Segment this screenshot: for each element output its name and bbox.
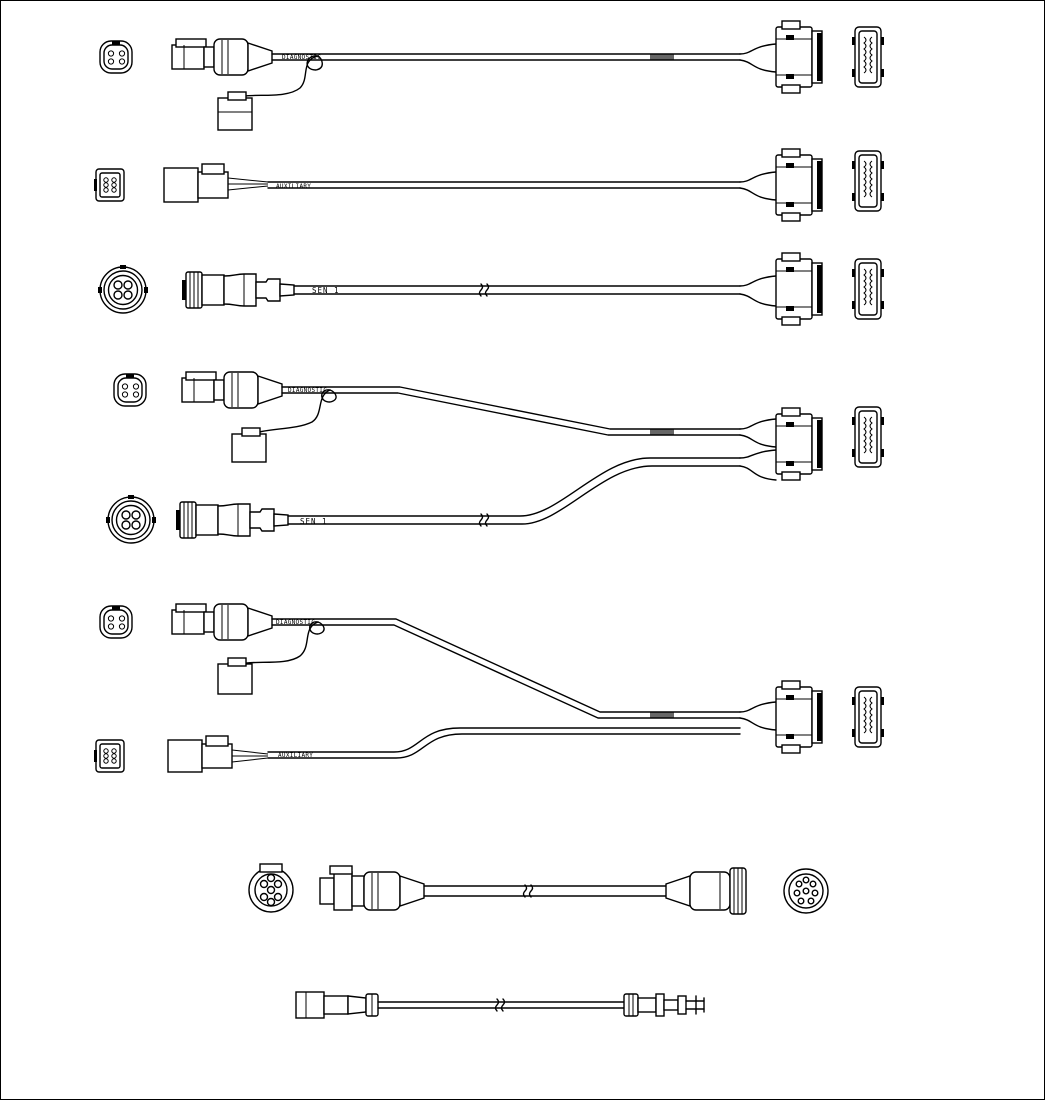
auxiliary-connector-face <box>94 740 124 772</box>
diagnostic-cable-1 <box>100 21 884 130</box>
ecu-connector-side <box>776 21 822 93</box>
extension-connector-plug-left <box>320 866 424 910</box>
sensor-cable-1 <box>98 253 884 325</box>
diagnostic-connector-face <box>100 41 132 73</box>
extension-connector-face-right <box>784 869 828 913</box>
cable-label-diagnostic: DIAGNOSTIC <box>282 54 322 61</box>
dust-cap <box>218 664 252 694</box>
diagnostic-connector-face <box>114 374 146 406</box>
ecu-connector-face <box>852 259 884 319</box>
auxiliary-connector-face <box>94 169 124 201</box>
ecu-connector-side <box>776 681 822 753</box>
ecu-connector-side <box>776 408 822 480</box>
extension-plug-right <box>624 994 638 1016</box>
diagnostic-connector-plug <box>172 604 272 640</box>
auxiliary-cable-1 <box>94 149 884 221</box>
extension-connector-face-left <box>249 864 293 912</box>
ecu-connector-face <box>852 687 884 747</box>
diagnostic-connector-plug <box>172 39 272 75</box>
extension-connector-plug-right <box>666 868 746 914</box>
y-cable-diagnostic-sensor <box>106 372 884 543</box>
sensor-connector-face <box>106 495 156 543</box>
cable-label-auxiliary: AUXILIARY <box>278 752 314 759</box>
ecu-connector-side <box>776 253 822 325</box>
ecu-connector-face <box>852 407 884 467</box>
cable-label-sensor: SEN 1 <box>300 517 328 526</box>
sensor-extension-cable <box>296 992 704 1018</box>
cable-label-diagnostic: DIAGNOSTIC <box>276 619 316 626</box>
diagnostic-connector-face <box>100 606 132 638</box>
dust-cap <box>218 98 252 130</box>
sensor-connector-face <box>98 265 148 313</box>
cable-label-sensor: SEN 1 <box>312 286 340 295</box>
dust-cap <box>232 434 266 462</box>
sensor-connector-plug <box>182 272 294 308</box>
cable-label-auxiliary: AUXILIARY <box>276 183 312 190</box>
cable-label-diagnostic: DIAGNOSTIC <box>288 387 328 394</box>
extension-plug-left <box>296 992 324 1018</box>
ecu-connector-face <box>852 151 884 211</box>
ecu-connector-face <box>852 27 884 87</box>
y-cable-diagnostic-auxiliary <box>94 604 884 772</box>
diagnostic-connector-plug <box>182 372 282 408</box>
extension-cable <box>249 864 828 914</box>
sensor-connector-plug <box>176 502 288 538</box>
ecu-connector-side <box>776 149 822 221</box>
